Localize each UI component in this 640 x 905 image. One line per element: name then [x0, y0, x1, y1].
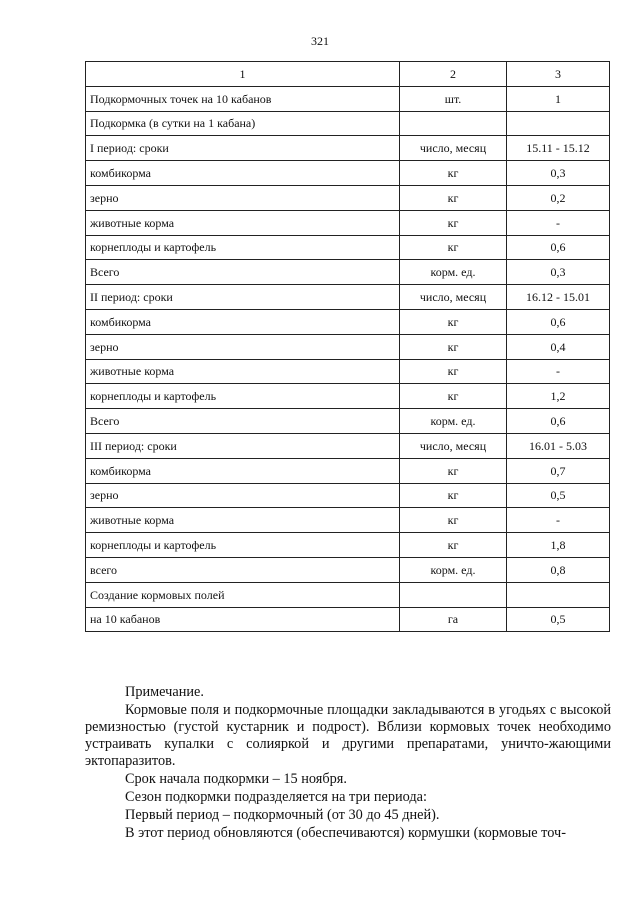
table-header-row: [86, 62, 610, 87]
row-unit: кг: [400, 210, 507, 235]
row-unit: [400, 111, 507, 136]
row-value: 0,6: [507, 235, 610, 260]
row-value: 16.12 - 15.01: [507, 285, 610, 310]
row-name: Всего: [86, 260, 400, 285]
row-name: II период: сроки: [86, 285, 400, 310]
row-value: 0,2: [507, 185, 610, 210]
row-name: III период: сроки: [86, 433, 400, 458]
row-value: 0,6: [507, 309, 610, 334]
feeding-table: [85, 61, 610, 632]
table-row: [86, 508, 610, 533]
row-name: комбикорма: [86, 161, 400, 186]
row-name: Всего: [86, 409, 400, 434]
row-value: 0,7: [507, 458, 610, 483]
table-row: [86, 285, 610, 310]
table-row: [86, 210, 610, 235]
row-unit: кг: [400, 359, 507, 384]
row-value: 1,8: [507, 533, 610, 558]
row-unit: кг: [400, 384, 507, 409]
row-value: 0,5: [507, 607, 610, 632]
first-period-line: Первый период – подкормочный (от 30 до 45 дней).: [125, 807, 440, 823]
row-name: животные корма: [86, 359, 400, 384]
table-row: [86, 359, 610, 384]
row-unit: корм. ед.: [400, 409, 507, 434]
notes-section: [85, 684, 611, 842]
feeders-update-line: В этот период обновляются (обеспечиваются) кормушки (кормовые точ-: [125, 825, 566, 841]
table-row: [86, 533, 610, 558]
row-name: корнеплоды и картофель: [86, 384, 400, 409]
row-value: 16.01 - 5.03: [507, 433, 610, 458]
row-unit: кг: [400, 458, 507, 483]
column-header-2: 2: [400, 62, 507, 87]
row-value: -: [507, 210, 610, 235]
row-unit: га: [400, 607, 507, 632]
row-value: 0,3: [507, 161, 610, 186]
column-header-1: 1: [86, 62, 400, 87]
row-unit: [400, 582, 507, 607]
row-name: зерно: [86, 334, 400, 359]
row-value: 0,3: [507, 260, 610, 285]
row-name: на 10 кабанов: [86, 607, 400, 632]
row-unit: кг: [400, 309, 507, 334]
row-name: животные корма: [86, 210, 400, 235]
table-row: [86, 557, 610, 582]
row-unit: корм. ед.: [400, 260, 507, 285]
notes-paragraph: Кормовые поля и подкормочные площадки закладываются в угодьях с высокой ремизностью (густой кустарник и подрост). Вблизи кормовых точек необходимо устраивать купалки с солияркой и другими препаратами, уничто-жающими эктопаразитов.: [85, 702, 611, 769]
row-name: животные корма: [86, 508, 400, 533]
row-name: Подкормка (в сутки на 1 кабана): [86, 111, 400, 136]
row-unit: кг: [400, 235, 507, 260]
row-name: всего: [86, 557, 400, 582]
row-value: 0,5: [507, 483, 610, 508]
table-row: [86, 260, 610, 285]
table-row: [86, 433, 610, 458]
row-unit: кг: [400, 334, 507, 359]
row-value: 0,8: [507, 557, 610, 582]
row-name: комбикорма: [86, 458, 400, 483]
row-value: 0,4: [507, 334, 610, 359]
table-row: [86, 483, 610, 508]
row-name: зерно: [86, 483, 400, 508]
row-value: 1,2: [507, 384, 610, 409]
column-header-3: 3: [507, 62, 610, 87]
row-unit: кг: [400, 161, 507, 186]
row-unit: число, месяц: [400, 285, 507, 310]
row-unit: кг: [400, 508, 507, 533]
row-unit: шт.: [400, 86, 507, 111]
row-value: [507, 582, 610, 607]
table-row: [86, 161, 610, 186]
table-row: [86, 235, 610, 260]
table-row: [86, 582, 610, 607]
table-row: [86, 458, 610, 483]
row-name: I период: сроки: [86, 136, 400, 161]
row-value: 15.11 - 15.12: [507, 136, 610, 161]
table-row: [86, 136, 610, 161]
row-value: 1: [507, 86, 610, 111]
row-value: -: [507, 508, 610, 533]
table-row: [86, 309, 610, 334]
feeding-start-line: Срок начала подкормки – 15 ноября.: [125, 771, 347, 787]
table-row: [86, 185, 610, 210]
table-row: [86, 111, 610, 136]
row-name: Создание кормовых полей: [86, 582, 400, 607]
row-name: зерно: [86, 185, 400, 210]
row-name: Подкормочных точек на 10 кабанов: [86, 86, 400, 111]
feeding-season-line: Сезон подкормки подразделяется на три периода:: [125, 789, 427, 805]
table-row: [86, 334, 610, 359]
table-row: [86, 607, 610, 632]
row-value: -: [507, 359, 610, 384]
row-name: корнеплоды и картофель: [86, 235, 400, 260]
row-name: корнеплоды и картофель: [86, 533, 400, 558]
row-unit: кг: [400, 185, 507, 210]
row-unit: кг: [400, 483, 507, 508]
notes-heading: Примечание.: [125, 684, 204, 700]
table-row: [86, 86, 610, 111]
row-unit: число, месяц: [400, 433, 507, 458]
row-unit: корм. ед.: [400, 557, 507, 582]
row-value: [507, 111, 610, 136]
row-value: 0,6: [507, 409, 610, 434]
row-unit: кг: [400, 533, 507, 558]
row-name: комбикорма: [86, 309, 400, 334]
row-unit: число, месяц: [400, 136, 507, 161]
page-number: 321: [311, 34, 329, 48]
table-row: [86, 384, 610, 409]
table-row: [86, 409, 610, 434]
